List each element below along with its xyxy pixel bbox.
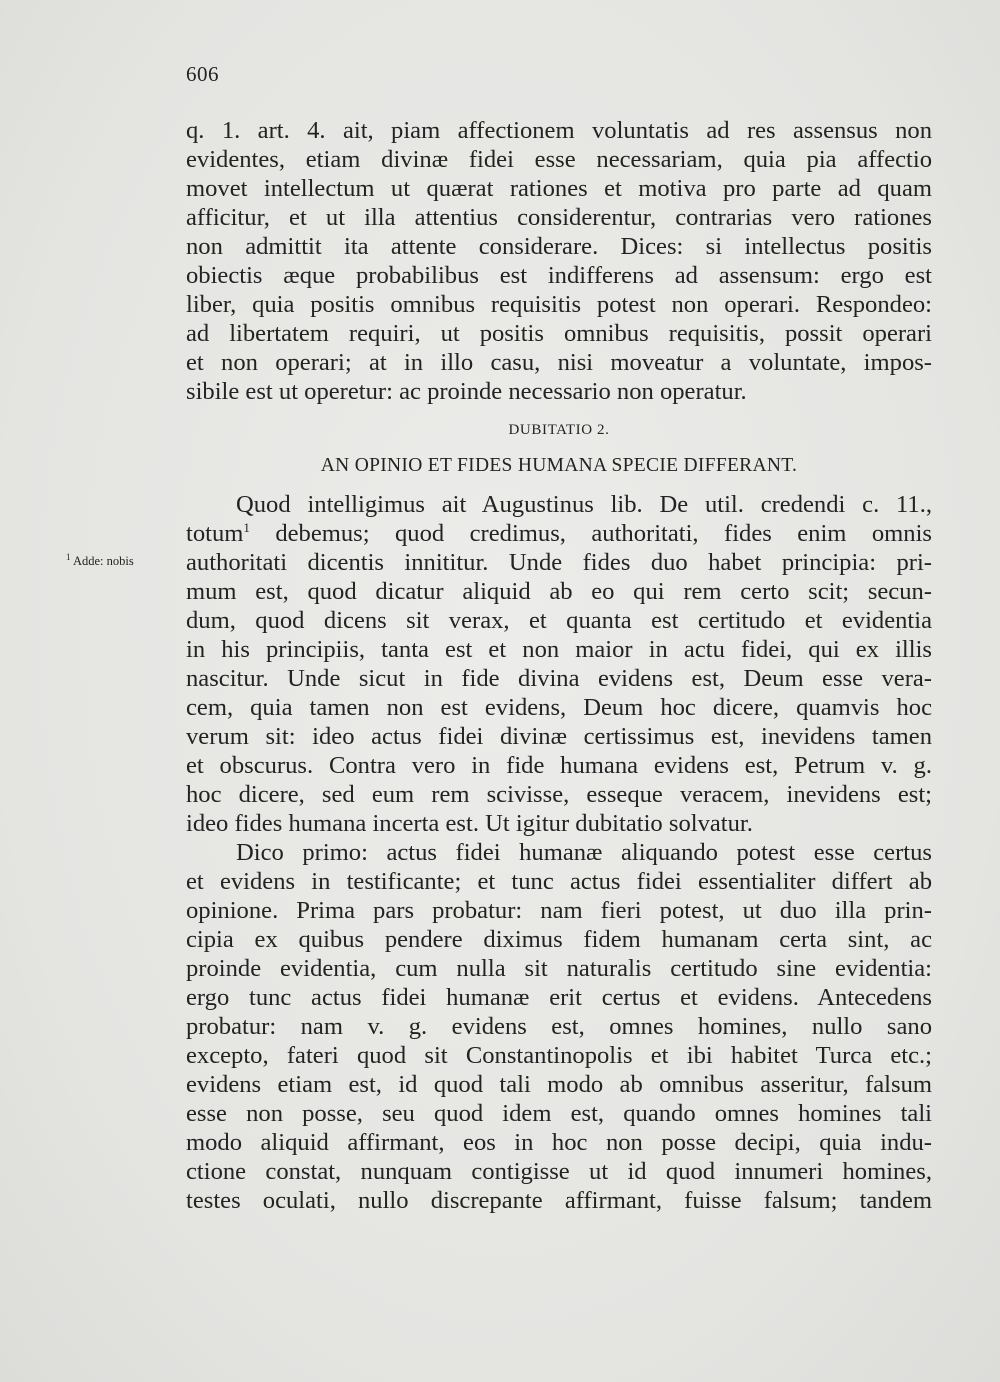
text-line: esse non posse, seu quod idem est, quando omnes homines tali <box>186 1100 932 1127</box>
text-line: ctione constat, nunquam contigisse ut id quod innumeri homines, <box>186 1158 932 1185</box>
text-line: mum est, quod dicatur aliquid ab eo qui rem certo scit; secun- <box>186 578 932 605</box>
text-line <box>186 519 932 548</box>
text-line: opinione. Prima pars probatur: nam fieri potest, ut duo illa prin- <box>186 897 932 924</box>
body-text <box>186 116 932 1215</box>
text-line: testes oculati, nullo discrepante affirmant, fuisse falsum; tandem <box>186 1187 932 1214</box>
text-line: excepto, fateri quod sit Constantinopolis et ibi habitet Turca etc.; <box>186 1042 932 1069</box>
text-line: in his principiis, tanta est et non maior in actu fidei, qui ex illis <box>186 636 932 663</box>
text-line: nascitur. Unde sicut in fide divina evidens est, Deum esse vera- <box>186 665 932 692</box>
text-line: Dico primo: actus fidei humanæ aliquando potest esse certus <box>236 839 932 866</box>
text-line: Quod intelligimus ait Augustinus lib. De util. credendi c. 11., <box>236 491 932 518</box>
text-line: obiectis æque probabilibus est indifferens ad assensum: ergo est <box>186 262 932 289</box>
text-line: et evidens in testificante; et tunc actus fidei essentialiter differt ab <box>186 868 932 895</box>
text-line: movet intellectum ut quærat rationes et motiva pro parte ad quam <box>186 175 932 202</box>
text-line: hoc dicere, sed eum rem scivisse, esseque veracem, inevidens est; <box>186 781 932 808</box>
text-line: cipia ex quibus pendere diximus fidem humanam certa sint, ac <box>186 926 932 953</box>
text-line: proinde evidentia, cum nulla sit naturalis certitudo sine evidentia: <box>186 955 932 982</box>
footnote-reference: 1 <box>243 519 250 535</box>
text-line: modo aliquid affirmant, eos in hoc non posse decipi, quia indu- <box>186 1129 932 1156</box>
paragraph-2 <box>186 490 932 838</box>
paragraph-3 <box>186 838 932 1215</box>
paragraph-1 <box>186 116 932 406</box>
text-line: authoritati dicentis innititur. Unde fides duo habet principia: pri- <box>186 549 932 576</box>
text-line: evidentes, etiam divinæ fidei esse necessariam, quia pia affectio <box>186 146 932 173</box>
section-title: AN OPINIO ET FIDES HUMANA SPECIE DIFFERANT. <box>320 455 798 476</box>
page-number: 606 <box>186 62 219 86</box>
margin-footnote <box>66 551 134 569</box>
text-line: verum sit: ideo actus fidei divinæ certissimus est, inevidens tamen <box>186 723 932 750</box>
text-line: et non operari; at in illo casu, nisi moveatur a voluntate, impos- <box>186 349 932 376</box>
text-line: sibile est ut operetur: ac proinde necessario non operatur. <box>186 378 747 405</box>
text-line: ad libertatem requiri, ut positis omnibus requisitis, possit operari <box>186 320 932 347</box>
footnote-text: Adde: nobis <box>72 554 134 568</box>
text-line: et obscurus. Contra vero in fide humana evidens est, Petrum v. g. <box>186 752 932 779</box>
text-line: probatur: nam v. g. evidens est, omnes homines, nullo sano <box>186 1013 932 1040</box>
text-line: q. 1. art. 4. ait, piam affectionem voluntatis ad res assensus non <box>186 117 932 144</box>
text-line: liber, quia positis omnibus requisitis potest non operari. Respondeo: <box>186 291 932 318</box>
text-line: ergo tunc actus fidei humanæ erit certus et evidens. Antecedens <box>186 984 932 1011</box>
text-line: ideo fides humana incerta est. Ut igitur dubitatio solvatur. <box>186 810 753 837</box>
footnote-marker: 1 <box>66 551 71 562</box>
text-line: non admittit ita attente considerare. Dices: si intellectus positis <box>186 233 932 260</box>
line-remainder: debemus; quod credimus, authoritati, fides enim omnis <box>249 520 932 547</box>
section-label: DUBITATIO 2. <box>508 422 610 438</box>
text-line: dum, quod dicens sit verax, et quanta est certitudo et evidentia <box>186 607 932 634</box>
footnoted-word: totum <box>186 520 244 547</box>
text-line: cem, quia tamen non est evidens, Deum hoc dicere, quamvis hoc <box>186 694 932 721</box>
text-line: afficitur, et ut illa attentius considerentur, contrarias vero rationes <box>186 204 932 231</box>
text-line: evidens etiam est, id quod tali modo ab omnibus asseritur, falsum <box>186 1071 932 1098</box>
